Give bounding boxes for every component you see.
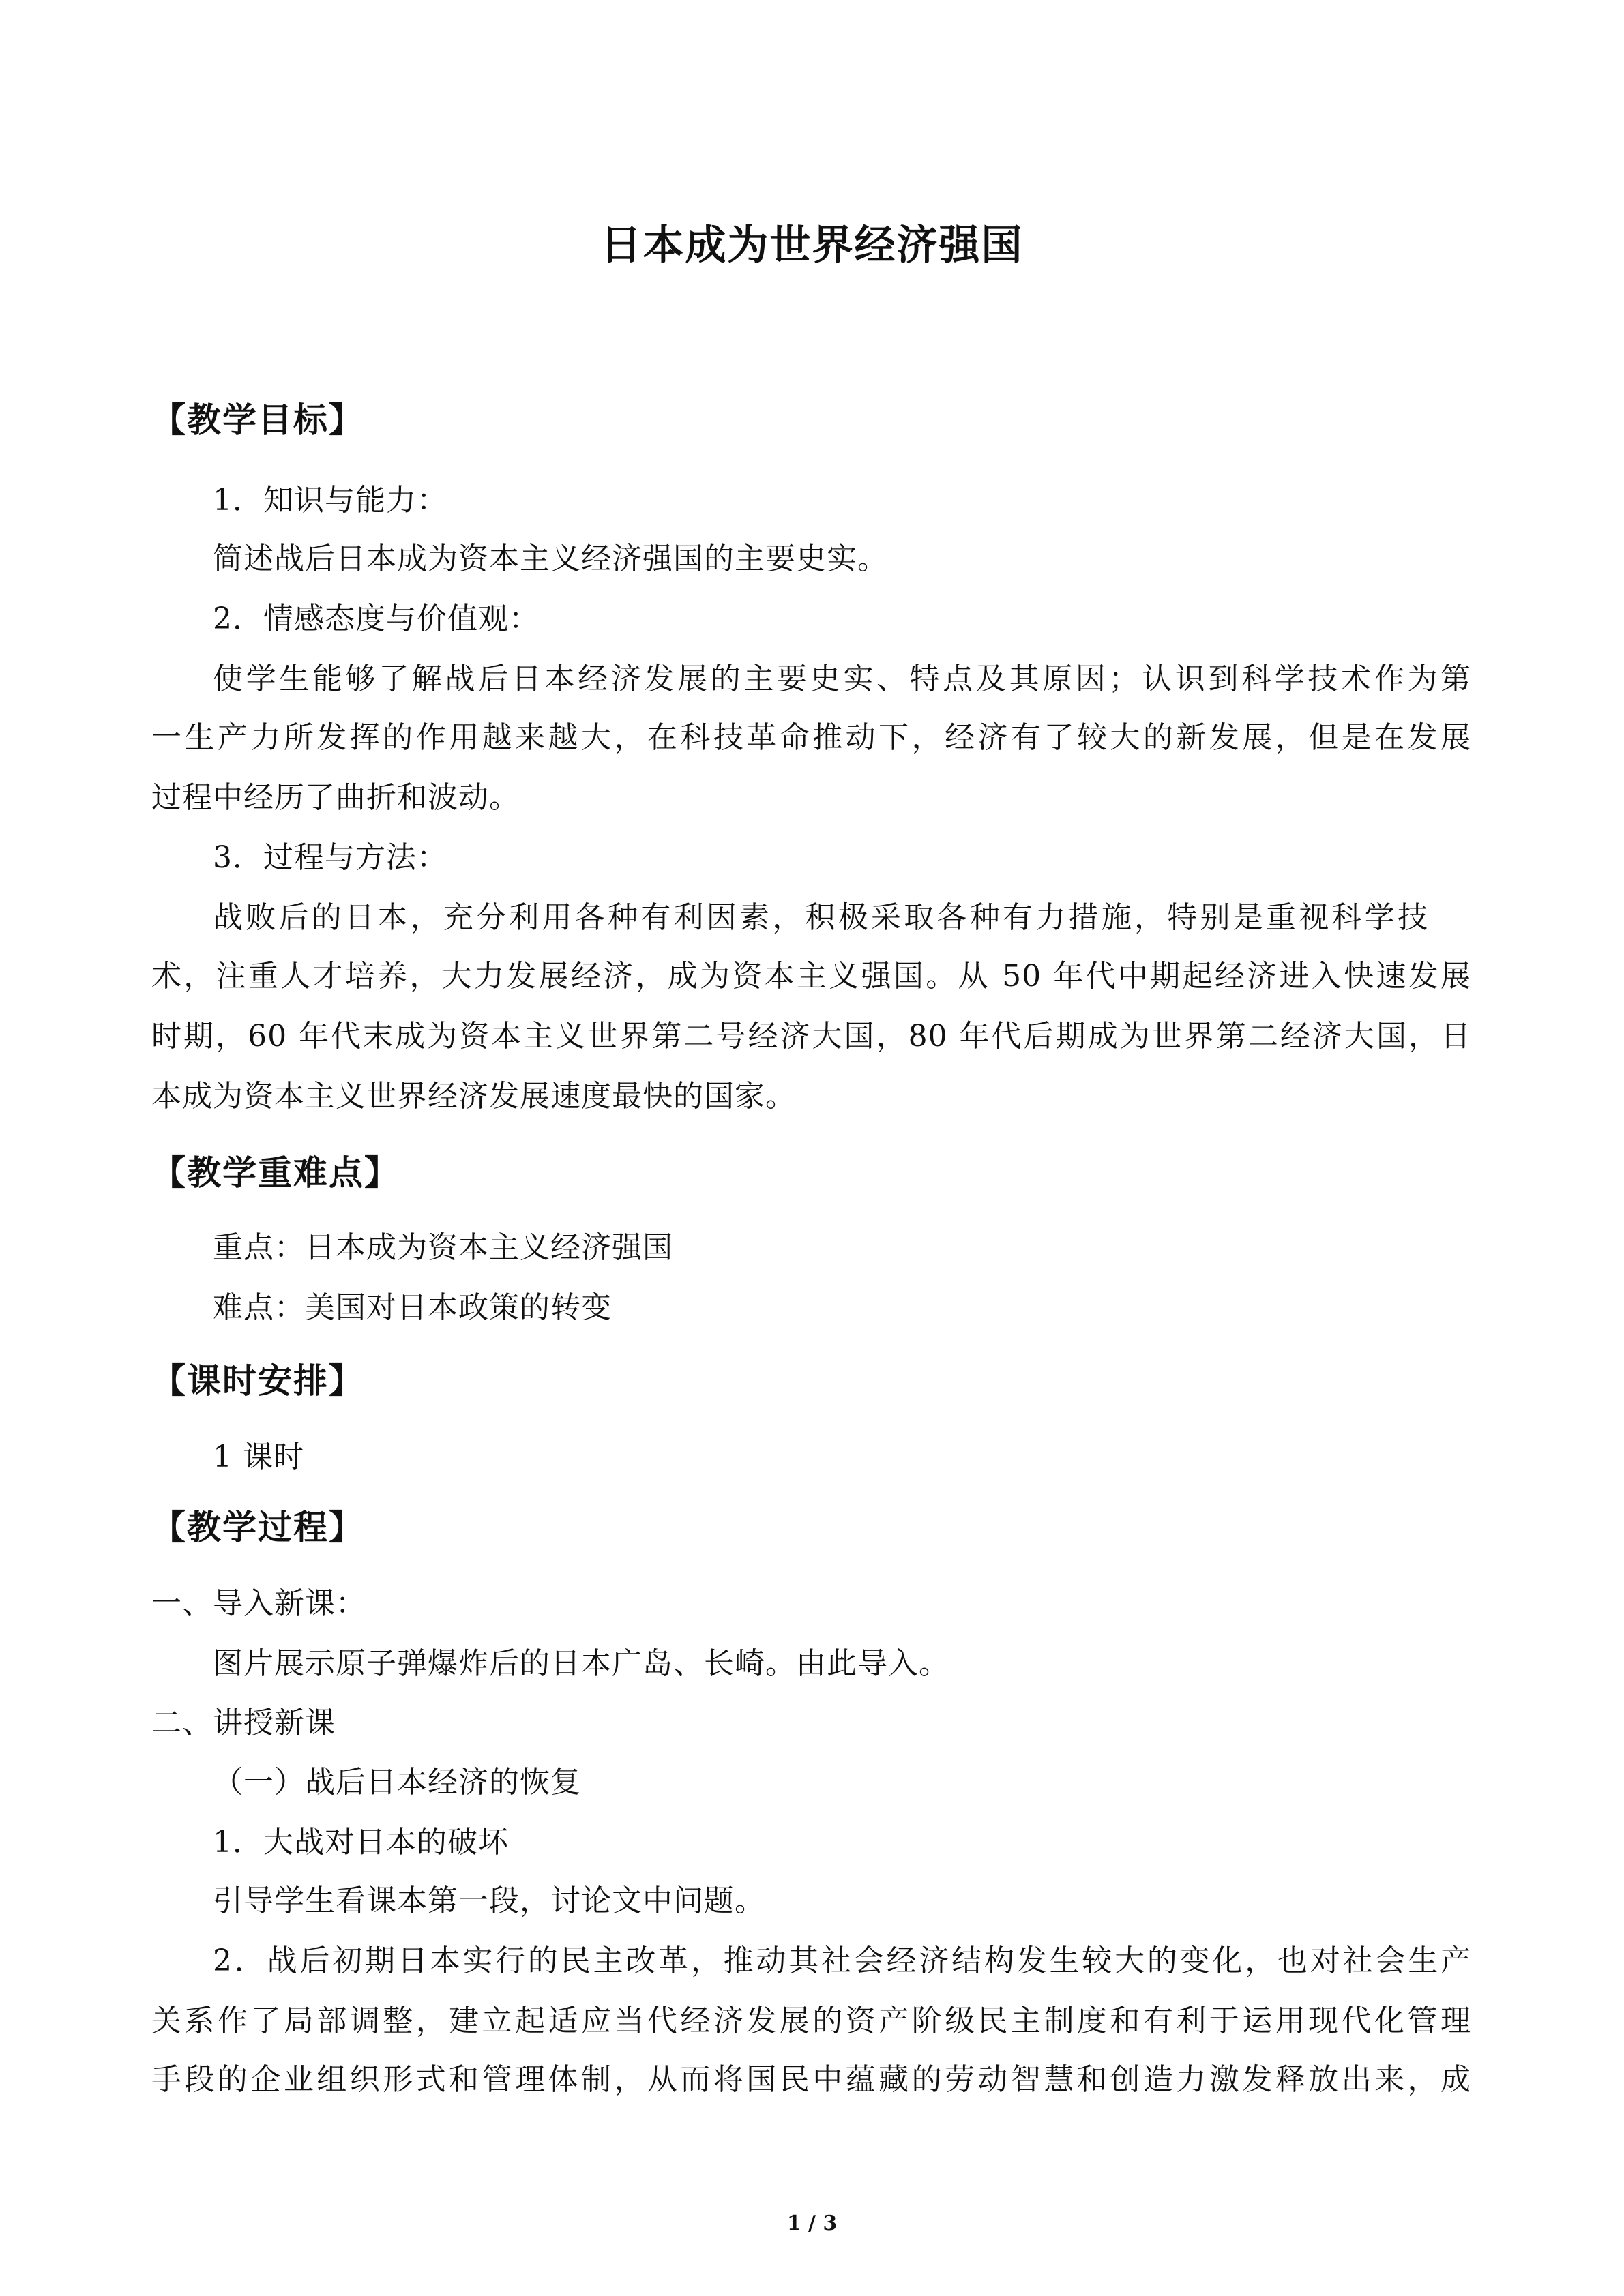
- objectives-item1-text: 简述战后日本成为资本主义经济强国的主要史实。: [213, 541, 888, 576]
- objectives-item2-line2: 一生产力所发挥的作用越来越大，在科技革命推动下，经济有了较大的新发展，但是在发展: [151, 720, 1471, 755]
- process-part2-label: 二、讲授新课: [151, 1705, 336, 1740]
- key-points-focus: 重点：日本成为资本主义经济强国: [213, 1230, 673, 1265]
- process-sub1-item1-text: 引导学生看课本第一段，讨论文中问题。: [213, 1883, 765, 1918]
- process-sub1-item2-line2: 关系作了局部调整，建立起适应当代经济发展的资产阶级民主制度和有利于运用现代化管理: [151, 2003, 1471, 2038]
- objectives-heading: 【教学目标】: [151, 400, 364, 440]
- objectives-item3-line3: 时期，60 年代末成为资本主义世界第二号经济大国，80 年代后期成为世界第二经济大国，日: [151, 1019, 1471, 1054]
- key-points-heading: 【教学重难点】: [151, 1153, 400, 1193]
- objectives-item3-line2: 术，注重人才培养，大力发展经济，成为资本主义强国。从 50 年代中期起经济进入快速发展: [151, 959, 1471, 994]
- process-sub1-item1: 1．大战对日本的破坏: [213, 1825, 509, 1860]
- process-part1-label: 一、导入新课：: [151, 1586, 366, 1621]
- objectives-item2-line3: 过程中经历了曲折和波动。: [151, 780, 520, 815]
- schedule-heading: 【课时安排】: [151, 1361, 364, 1401]
- objectives-item3-line4: 本成为资本主义世界经济发展速度最快的国家。: [151, 1079, 796, 1114]
- objectives-item2-line1: 使学生能够了解战后日本经济发展的主要史实、特点及其原因；认识到科学技术作为第: [213, 661, 1471, 696]
- objectives-item2-label: 2．情感态度与价值观：: [213, 601, 540, 636]
- process-sub1-item2-line1: 2．战后初期日本实行的民主改革，推动其社会经济结构发生较大的变化，也对社会生产: [213, 1943, 1471, 1978]
- process-part1-text: 图片展示原子弹爆炸后的日本广岛、长崎。由此导入。: [213, 1646, 949, 1681]
- process-sub1-item2-line3: 手段的企业组织形式和管理体制，从而将国民中蕴藏的劳动智慧和创造力激发释放出来，成: [151, 2062, 1471, 2097]
- objectives-item3-label: 3．过程与方法：: [213, 840, 447, 875]
- objectives-item3-line1: 战败后的日本，充分利用各种有利因素，积极采取各种有力措施，特别是重视科学技: [213, 900, 1428, 935]
- page-number: 1 / 3: [786, 2211, 838, 2235]
- process-heading: 【教学过程】: [151, 1508, 364, 1547]
- process-sub1: （一）战后日本经济的恢复: [213, 1765, 581, 1800]
- key-points-difficulty: 难点：美国对日本政策的转变: [213, 1290, 612, 1325]
- schedule-text: 1 课时: [213, 1440, 304, 1474]
- page-title: 日本成为世界经济强国: [600, 222, 1024, 269]
- objectives-item1-label: 1．知识与能力：: [213, 483, 447, 518]
